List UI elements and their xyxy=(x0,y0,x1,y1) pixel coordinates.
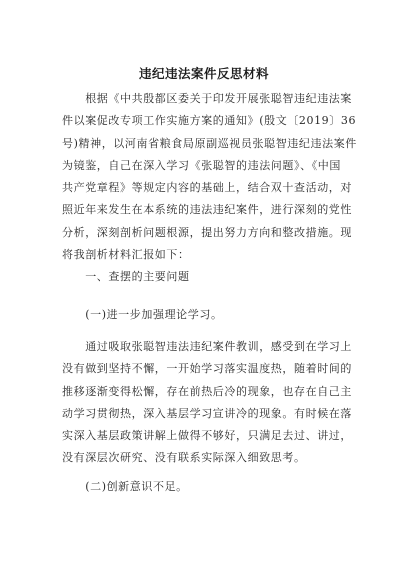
section-heading: 一、查摆的主要问题 xyxy=(62,270,190,283)
body-line: 没有做到坚持不懈，一开始学习落实温度热，随着时间的 xyxy=(62,362,352,376)
intro-line: 分析，深刻剖析问题根源，提出努力方向和整改措施。现 xyxy=(62,225,352,239)
subsection-heading: (一)进一步加强理论学习。 xyxy=(62,308,223,321)
intro-line: 根据《中共殷都区委关于印发开展张聪智违纪违法案 xyxy=(62,92,352,105)
intro-line: 共产党章程》等规定内容的基础上，结合双十查活动，对 xyxy=(62,181,352,195)
body-line: 没有深层次研究、没有联系实际深入细致思考。 xyxy=(62,451,306,465)
intro-line: 号)精神，以河南省粮食局原副巡视员张聪智违纪违法案件 xyxy=(62,136,357,150)
intro-line: 照近年来发生在本系统的违法违纪案件，进行深刻的党性 xyxy=(62,203,352,217)
subsection-heading: (二)创新意识不足。 xyxy=(62,480,188,493)
intro-line: 将我剖析材料汇报如下： xyxy=(62,248,190,262)
intro-line: 为镜鉴，自己在深入学习《张聪智的违法问题》、《中国 xyxy=(62,158,341,172)
document-title: 违纪违法案件反思材料 xyxy=(138,66,269,81)
body-line: 通过吸取张聪智违法违纪案件教训，感受到在学习上 xyxy=(62,340,352,353)
intro-paragraph xyxy=(62,88,357,266)
body-line: 实深入基层政策讲解上做得不够好，只满足去过、讲过， xyxy=(62,429,352,443)
intro-line: 件以案促改专项工作实施方案的通知》(殷文〔2019〕36 xyxy=(62,114,357,128)
body-line: 动学习贯彻热，深入基层学习宣讲冷的现象。有时候在落 xyxy=(62,406,352,420)
body-line: 推移逐渐变得松懈，存在前热后冷的现象，也存在自己主 xyxy=(62,384,352,398)
body-paragraph xyxy=(62,336,352,470)
